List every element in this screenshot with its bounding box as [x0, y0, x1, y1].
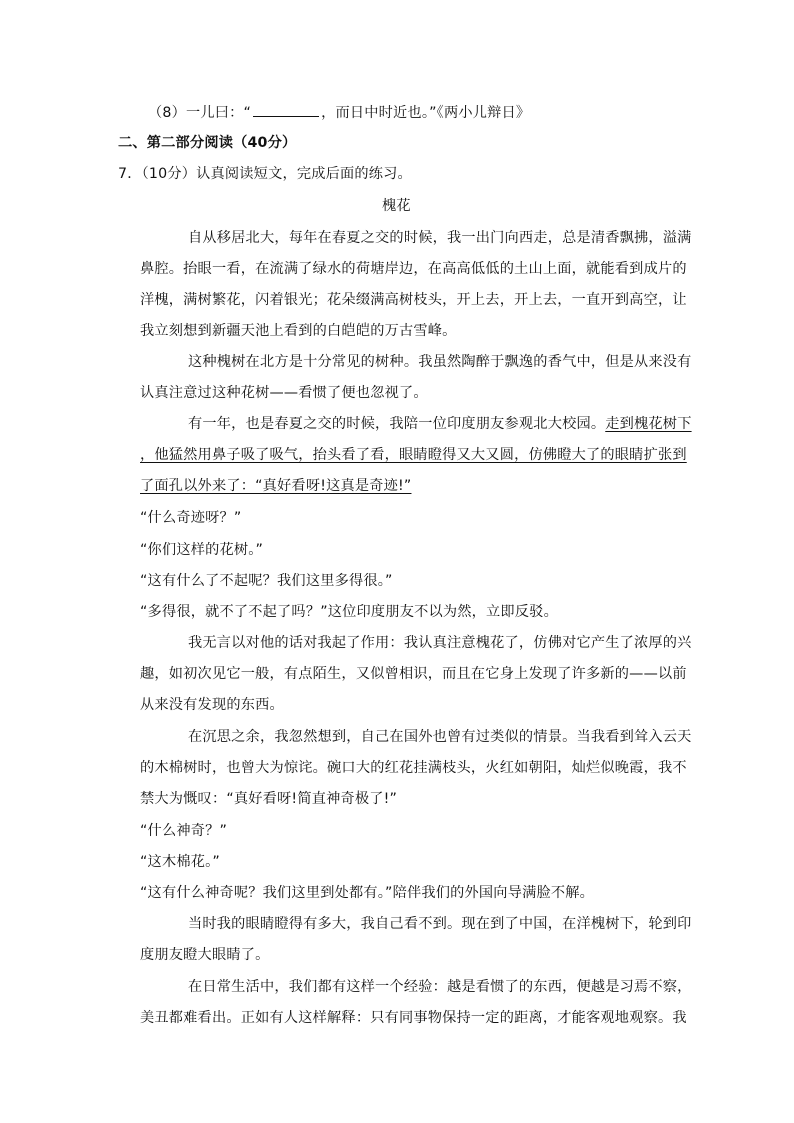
q8-prefix: （8）一儿曰：“	[148, 105, 252, 121]
passage-line: 我无言以对他的话对我起了作用：我认真注意槐花了，仿佛对它产生了浓厚的兴	[188, 635, 692, 651]
passage-line: 在日常生活中，我们都有这样一个经验：越是看惯了的东西，便越是习焉不察，	[188, 979, 692, 995]
passage-line: 当时我的眼睛瞪得有多大，我自己看不到。现在到了中国，在洋槐树下，轮到印	[188, 916, 692, 932]
dialogue-line: “这木棉花。”	[140, 854, 220, 870]
passage-line: 洋槐，满树繁花，闪着银光；花朵缀满高树枝头，开上去，开上去，一直开到高空，让	[140, 292, 687, 308]
passage-line: 禁大为慨叹：“真好看呀!简直神奇极了!”	[140, 791, 398, 807]
passage-line: 自从移居北大，每年在春夏之交的时候，我一出门向西走，总是清香飘拂，溢满	[188, 230, 692, 246]
question-8-fill-in	[148, 102, 530, 123]
passage-line: 度朋友瞪大眼睛了。	[140, 947, 270, 963]
passage-line: 鼻腔。抬眼一看，在流满了绿水的荷塘岸边，在高高低低的土山上面，就能看到成片的	[140, 261, 687, 277]
q8-suffix: ，而日中时近也。”《两小儿辩日》	[321, 105, 531, 121]
underlined-sentence: ，他猛然用鼻子吸了吸气，抬头看了看，眼睛瞪得又大又圆，仿佛瞪大了的眼睛扩张到	[140, 447, 687, 463]
passage-line	[188, 414, 692, 434]
dialogue-line: “什么神奇？”	[140, 823, 228, 839]
passage-line: 这种槐树在北方是十分常见的树种。我虽然陶醉于飘逸的香气中，但是从来没有	[188, 354, 692, 370]
passage-line: 在沉思之余，我忽然想到，自己在国外也曾有过类似的情景。当我看到耸入云天	[188, 729, 692, 745]
underlined-sentence: 走到槐花树下	[605, 416, 692, 432]
answer-blank[interactable]	[253, 102, 319, 117]
dialogue-line: “多得很，就不了不起了吗？”这位印度朋友不以为然，立即反驳。	[140, 604, 558, 620]
passage-line: 的木棉树时，也曾大为惊诧。碗口大的红花挂满枝头，火红如朝阳，灿烂似晚霞，我不	[140, 760, 687, 776]
dialogue-line: “这有什么神奇呢？我们这里到处都有。”陪伴我们的外国向导满脸不解。	[140, 885, 595, 901]
passage-line: 趣，如初次见它一般，有点陌生，又似曾相识，而且在它身上发现了许多新的——以前	[140, 666, 687, 682]
question-7-intro: 7．（10分）认真阅读短文，完成后面的练习。	[118, 166, 412, 182]
underlined-sentence: 了面孔以外来了：“真好看呀!这真是奇迹!”	[140, 478, 412, 494]
dialogue-line: “什么奇迹呀？”	[140, 510, 242, 526]
dialogue-line: “你们这样的花树。”	[140, 542, 264, 558]
passage-line: 美丑都难看出。正如有人这样解释：只有同事物保持一定的距离，才能客观地观察。我	[140, 1010, 687, 1026]
passage-line: 认真注意过这种花树——看惯了便也忽视了。	[140, 385, 428, 401]
passage-line: 我立刻想到新疆天池上看到的白皑皑的万古雪峰。	[140, 323, 457, 339]
section-2-heading: 二、第二部分阅读（40分）	[118, 135, 297, 151]
passage-text: 有一年，也是春夏之交的时候，我陪一位印度朋友参观北大校园。	[188, 416, 606, 432]
passage-title: 槐花	[382, 198, 411, 214]
passage-line: 从来没有发现的东西。	[140, 697, 284, 713]
dialogue-line: “这有什么了不起呢？我们这里多得很。”	[140, 573, 393, 589]
